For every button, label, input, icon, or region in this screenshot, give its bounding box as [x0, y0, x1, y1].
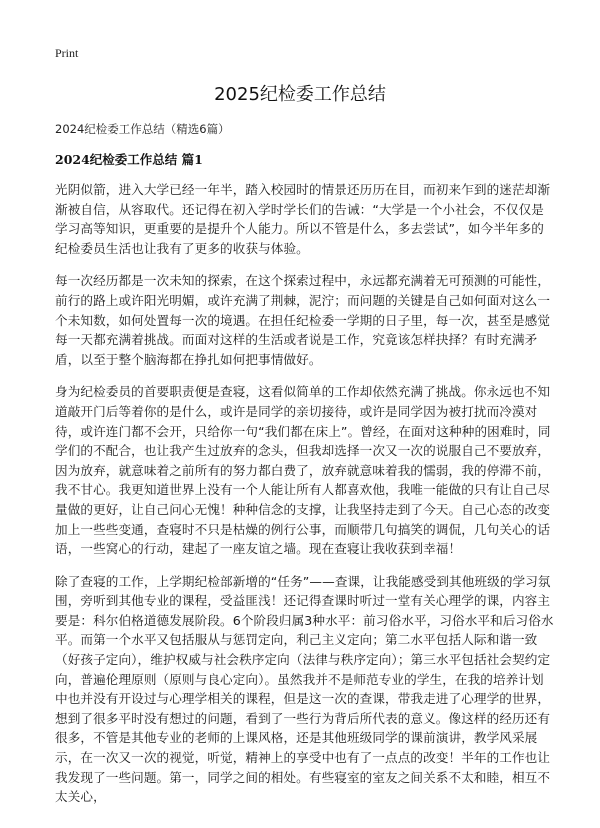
body-paragraph: 身为纪检委员的首要职责便是查寝，这看似简单的工作却依然充满了挑战。你永远也不知道敲开门后等着你的是什么，或许是同学的亲切接待，或许是同学因为被打扰而冷漠对待，或许连门都不会开，只给你一句“我们都在床上”。曾经，在面对这种种的困难时，同学们的不配合，也让我产生过放弃的念头，但我却选择一次又一次的说服自己不要放弃，因为放弃，就意味着之前所有的努力都白费了，放弃就意味着我的懦弱，我的停滞不前，我不甘心。我更知道世界上没有一个人能让所有人都喜欢他，我唯一能做的只有让自己尽量做的更好，让自己问心无愧！种种信念的支撑，让我坚持走到了今天。自己心态的改变加上一些些变通，查寝时不只是枯燥的例行公事，而顺带几句搞笑的调侃，几句关心的话语，一些窝心的行动，建起了一座友谊之墙。现在查寝让我收获到幸福！ — [55, 384, 551, 557]
document-body — [55, 180, 555, 820]
body-paragraph: 光阴似箭，进入大学已经一年半，踏入校园时的情景还历历在目，而初来乍到的迷茫却渐渐被自信，从容取代。还记得在初入学时学长们的告诫：“大学是一个小社会，不仅仅是学习高等知识，更重要的是提升个人能力。所以不管是什么，多去尝试”，如今半年多的纪检委员生活也让我有了更多的收获与体验。 — [55, 182, 551, 256]
print-link[interactable]: Print — [55, 46, 79, 60]
document-subtitle: 2024纪检委工作总结（精选6篇） — [55, 122, 230, 136]
body-paragraph: 除了查寝的工作，上学期纪检部新增的“任务”——查课，让我能感受到其他班级的学习氛围，旁听到其他专业的课程，受益匪浅！还记得查课时听过一堂有关心理学的课，内容主要是：科尔伯格道德发展阶段。6个阶段归属3种水平：前习俗水平，习俗水平和后习俗水平。而第一个水平又包括服从与惩罚定向，利己主义定向；第二水平包括人际和谐一致（好孩子定向），维护权威与社会秩序定向（法律与秩序定向）；第三水平包括社会契约定向，普遍伦理原则（原则与良心定向）。虽然我并不是师范专业的学生，在我的培养计划中也并没有开设过与心理学相关的课程，但是这一次的查课，带我走进了心理学的世界，想到了很多平时没有想过的问题，看到了一些行为背后所代表的意义。像这样的经历还有很多，不管是其他专业的老师的上课风格，还是其他班级同学的课前演讲，教学风采展示，在一次又一次的视觉，听觉，精神上的享受中也有了一点点的改变！半年的工作也让我发现了一些问题。第一，同学之间的相处。有些寝室的室友之间关系不太和睦，相互不太关心， — [55, 573, 554, 805]
section-heading: 2024纪检委工作总结 篇1 — [55, 152, 203, 167]
body-paragraph: 每一次经历都是一次未知的探索，在这个探索过程中，永远都充满着无可预测的可能性，前行的路上或许阳光明媚，或许充满了荆棘，泥泞；而问题的关键是自己如何面对这么一个未知数，如何处置每一次的境遇。在担任纪检委一学期的日子里，每一次，甚至是感觉每一天都充满着挑战。而面对这样的生活或者说是工作，究竟该怎样抉择？有时充满矛盾，以至于整个脑海都在挣扎如何把事情做好。 — [55, 273, 551, 367]
document-title: 2025纪检委工作总结 — [214, 84, 386, 105]
